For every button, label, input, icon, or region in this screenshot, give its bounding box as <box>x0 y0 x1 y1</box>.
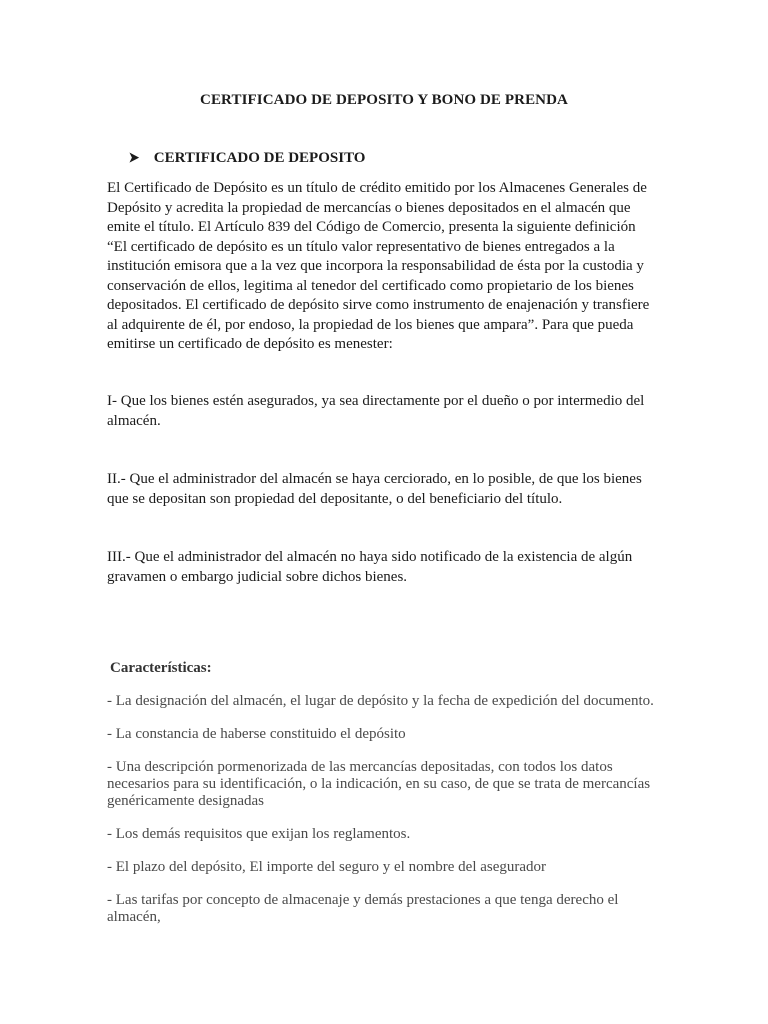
paragraph-line: emitirse un certificado de depósito es menester: <box>107 336 393 352</box>
characteristics-heading: Características: <box>110 660 212 676</box>
paragraph-line: - La constancia de haberse constituido el depósito <box>107 726 406 742</box>
paragraph-line: que se depositan son propiedad del depositante, o del beneficiario del título. <box>107 491 563 507</box>
paragraph-line: depositados. El certificado de depósito sirve como instrumento de enajenación y transfiere <box>107 297 650 313</box>
paragraph-line: Depósito y acredita la propiedad de mercancías o bienes depositados en el almacén que <box>107 199 631 216</box>
document-title: CERTIFICADO DE DEPOSITO Y BONO DE PRENDA <box>200 92 568 108</box>
paragraph-line: - Una descripción pormenorizada de las mercancías depositadas, con todos los datos <box>107 759 613 775</box>
paragraph-line: - La designación del almacén, el lugar de depósito y la fecha de expedición del documento. <box>107 693 654 709</box>
paragraph-line: almacén. <box>107 413 161 429</box>
paragraph-line: institución emisora que a la vez que incorpora la responsabilidad de ésta por la custodia y <box>107 258 644 274</box>
paragraph-line: I- Que los bienes estén asegurados, ya sea directamente por el dueño o por intermedio del <box>107 393 645 409</box>
paragraph-line: - Las tarifas por concepto de almacenaje y demás prestaciones a que tenga derecho el <box>107 892 619 908</box>
paragraph-line: necesarios para su identificación, o la indicación, en su caso, de que se trata de mercancías <box>107 776 651 792</box>
paragraph-line: - El plazo del depósito, El importe del seguro y el nombre del asegurador <box>107 859 547 875</box>
section-heading-label: CERTIFICADO DE DEPOSITO <box>153 150 366 166</box>
paragraph-line: “El certificado de depósito es un título valor representativo de bienes entregados a la <box>107 238 615 255</box>
paragraph-line: - Los demás requisitos que exijan los reglamentos. <box>107 826 411 842</box>
paragraph-line: al adquirente de él, por endoso, la propiedad de los bienes que ampara”. Para que pueda <box>107 316 634 333</box>
section-heading <box>128 150 365 167</box>
paragraph-line: El Certificado de Depósito es un título de crédito emitido por los Almacenes Generales de <box>107 180 647 196</box>
paragraph-line: genéricamente designadas <box>107 793 265 809</box>
paragraph-line: emite el título. El Artículo 839 del Código de Comercio, presenta la siguiente definición <box>107 219 636 235</box>
paragraph-line: almacén, <box>107 909 161 925</box>
paragraph-line: conservación de ellos, legitima al tenedor del certificado como propietario de los bienes <box>107 277 634 294</box>
arrow-bullet-icon: ➤ <box>128 151 140 166</box>
paragraph-line: III.- Que el administrador del almacén no haya sido notificado de la existencia de algún <box>107 549 633 565</box>
paragraph-line: II.- Que el administrador del almacén se haya cerciorado, en lo posible, de que los bienes <box>107 471 642 487</box>
paragraph-line: gravamen o embargo judicial sobre dichos bienes. <box>107 569 408 585</box>
